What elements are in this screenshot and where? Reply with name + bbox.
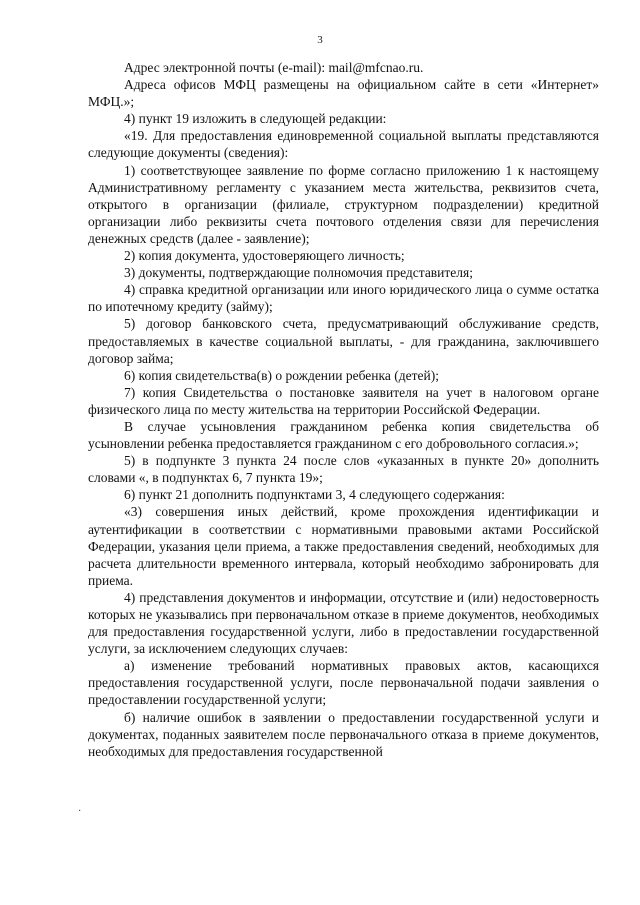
subitem-a: а) изменение требований нормативных правовых актов, касающихся предоставления государственной услуги, после первоначальной подачи заявления о предоставлении государственной услуги; [88,658,599,708]
list-item-1: 1) соответствующее заявление по форме согласно приложению 1 к настоящему Административному регламенту с указанием места жительства, реквизитов счета, открытого в организации (филиале, структурном подразделении) кредитной организации либо реквизиты счета почтового отделения связи для перечисления денежных средств (далее - заявление); [88,162,599,246]
list-item-3: 3) документы, подтверждающие полномочия представителя; [124,265,473,281]
subitem-3: «3) совершения иных действий, кроме прохождения идентификации и аутентификации в соответствии с нормативными правовыми актами Российской Федерации, указания цели приема, а также предоставления сведений, необходимых для расчета длительности временного интервала, который необходимо забронировать для приема. [88,504,599,588]
paragraph-adoption: В случае усыновления гражданином ребенка копия свидетельства об усыновлении ребенка предоставляется гражданином с его добровольного согласия.»; [88,418,599,452]
list-item-4: 4) справка кредитной организации или иного юридического лица о сумме остатка по ипотечному кредиту (займу); [88,282,599,315]
paragraph-item-6: 6) пункт 21 дополнить подпунктами 3, 4 следующего содержания: [124,487,505,503]
document-body [88,59,599,760]
list-item-5: 5) договор банковского счета, предусматривающий обслуживание средств, предоставляемых в качестве социальной выплаты, - для гражданина, заключившего договор займа; [88,316,599,366]
margin-mark: · [78,806,82,817]
paragraph-point-19: «19. Для предоставления единовременной социальной выплаты представляются следующие документы (сведения): [88,128,599,161]
list-item-6: 6) копия свидетельства(в) о рождении ребенка (детей); [124,367,439,383]
subitem-4: 4) представления документов и информации, отсутствие и (или) недостоверность которых не указывались при первоначальном отказе в приеме документов, необходимых для предоставления государственной услуги, либо в предоставлении государственной услуги, за исключением следующих случаев: [88,589,599,657]
paragraph-offices: Адреса офисов МФЦ размещены на официальном сайте в сети «Интернет» МФЦ.»; [88,77,599,110]
paragraph-email: Адрес электронной почты (e-mail): mail@mfcnao.ru. [124,60,424,75]
subitem-b: б) наличие ошибок в заявлении о предоставлении государственной услуги и документах, поданных заявителем после первоначального отказа в приеме документов, необходимых для предоставления государственной [88,709,599,759]
page-number: 3 [317,34,323,46]
list-item-7: 7) копия Свидетельства о постановке заявителя на учет в налоговом органе физического лица по месту жительства на территории Российской Федерации. [88,384,599,417]
paragraph-item-5: 5) в подпункте 3 пункта 24 после слов «указанных в пункте 20» дополнить словами «, в подпунктах 6, 7 пункта 19»; [88,453,599,486]
list-item-2: 2) копия документа, удостоверяющего личность; [124,248,405,264]
paragraph-item-4: 4) пункт 19 изложить в следующей редакции: [124,111,387,127]
